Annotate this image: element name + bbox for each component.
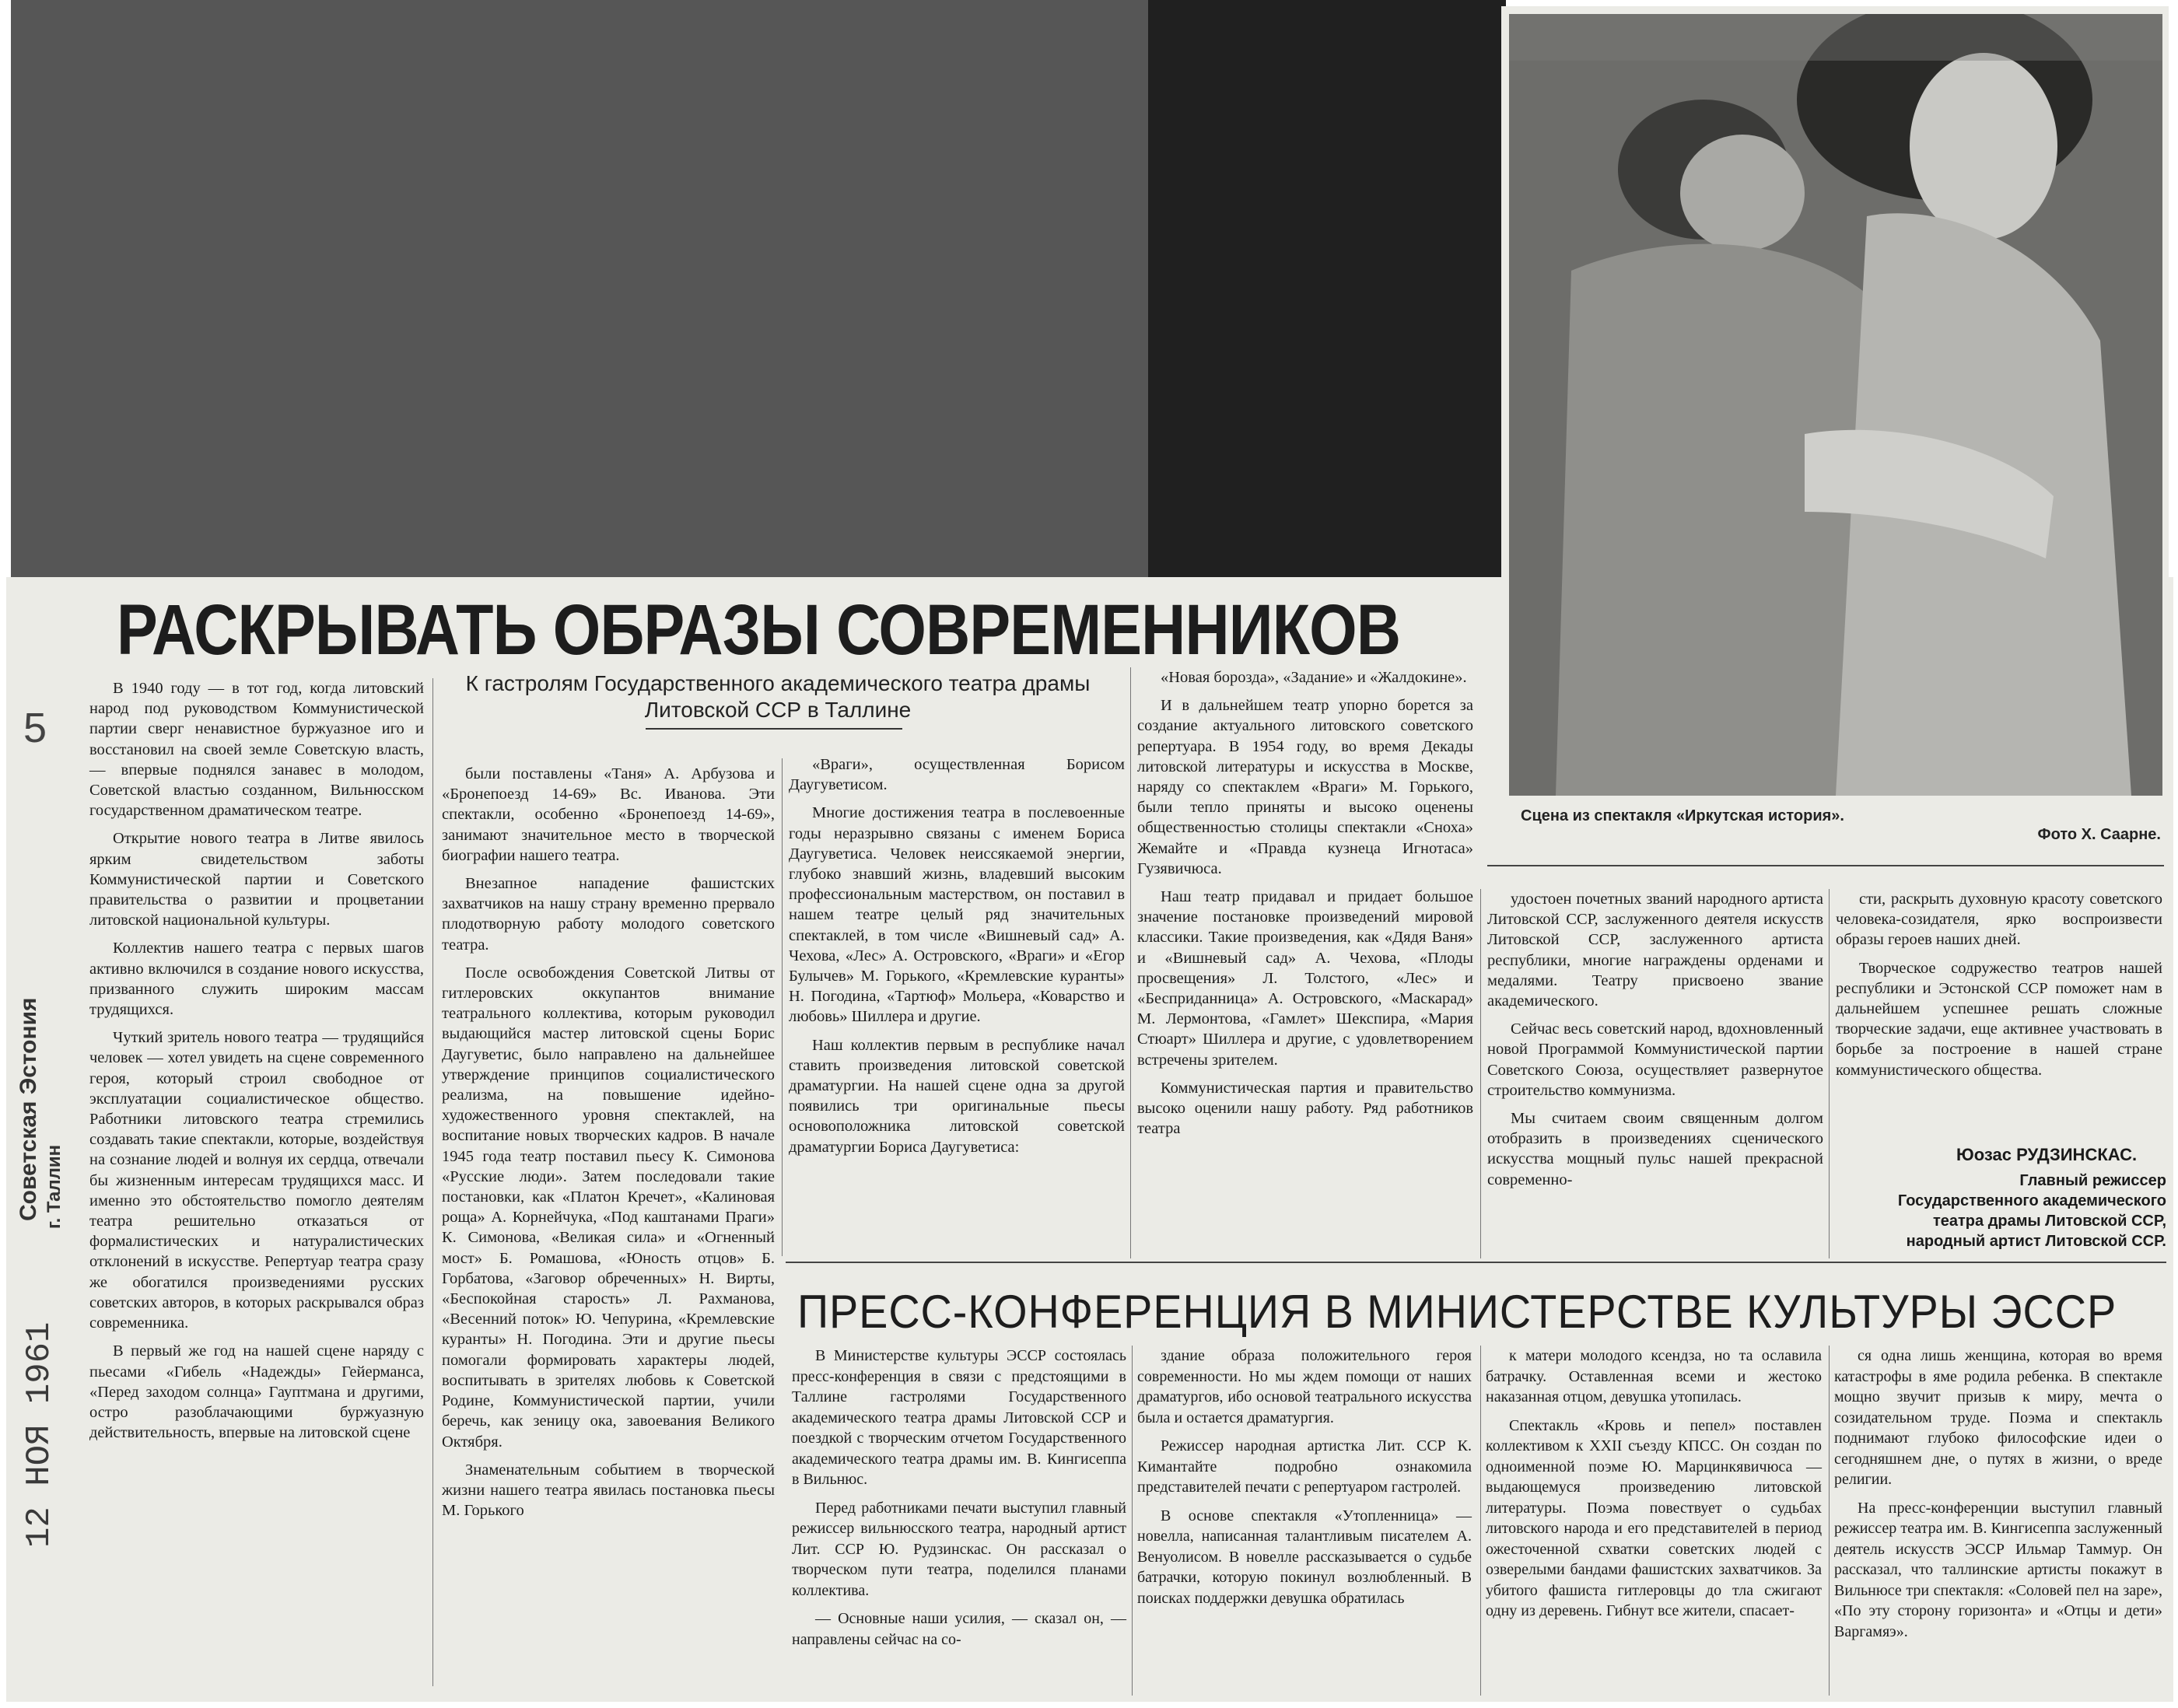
stamp-text: Советская Эстония — [16, 997, 41, 1221]
city-stamp-text: г. Таллин — [44, 1144, 65, 1229]
paragraph: В первый же год на нашей сцене наряду с пьесами «Гибель «Надежды» Гейерманса, «Перед заходом солнца» Гауптмана и другими, остро разоблачающими буржуазную действительность, впервые на литовской сцене — [89, 1342, 424, 1442]
paragraph: к матери молодого ксендза, но та ославила батрачку. Оставленная всеми и жестоко наказанная отцом, девушка утопилась. — [1486, 1347, 1822, 1405]
scan-background-grey — [11, 0, 1159, 583]
column-rule — [1480, 889, 1481, 1258]
paragraph: В Министерстве культуры ЭССР состоялась пресс-конференция в связи с предстоящими в Таллине гастролями Государственного академического театра драмы Литовской ССР и поездкой с творческим отчетом Государственного академического театра драмы им. В. Кингисеппа в Вильнюс. — [792, 1347, 1126, 1488]
paragraph: здание образа положительного героя современности. Но мы ждем помощи от наших драматургов, ибо основой театрального искусства была и остается драматургия. — [1137, 1347, 1472, 1426]
paragraph: Чуткий зритель нового театра — трудящийся человек — хотел увидеть на сцене современного героя, который строил свободное от эксплуатации социалистическое общество. Работники литовского театра стремились создавать такие спектакли, которые, воздействуя на сознание людей и волнуя их сердца, отвечали бы жизненным интересам трудящихся масс. И именно это обстоятельство помогло деятелям театра решительно отказаться от формалистических и натуралистических отклонений в искусстве. Репертуар театра сразу же обогатился произведениями русских советских авторов, в которых раскрывался образ современника. — [89, 1029, 424, 1332]
article-subheadline: К гастролям Государственного академического театра драмы Литовской ССР в Таллине — [465, 671, 1091, 722]
paragraph: Сейчас весь советский народ, вдохновленный новой Программой Коммунистической партии Советского Союза, осуществляет развернутое строительство коммунизма. — [1487, 1020, 1823, 1099]
article-column-3 — [789, 754, 1125, 1157]
paragraph: Коллектив нашего театра с первых шагов активно включился в создание нового искусства, призванного служить широким массам трудящихся. — [89, 940, 424, 1019]
paragraph: В 1940 году — в тот год, когда литовский народ под руководством Коммунистической партии сверг ненавистное буржуазное иго и восстановил на своей земле Советскую власть, — впервые поднялся занавес в молодом, Советской властью созданном, Вильнюсском государственном драматическом театре. — [89, 680, 424, 820]
paragraph: Перед работниками печати выступил главный режиссер вильнюсского театра, народный артист Лит. ССР Ю. Рудзинскас. Он рассказал о творческом пути театра, поделился планами коллектива. — [792, 1499, 1126, 1599]
paragraph: Наш коллектив первым в республике начал ставить произведения литовской советской драматургии. На нашей сцене одна за другой появились три оригинальные пьесы основоположника литовской советской драматургии Бориса Даугуветиса: — [789, 1036, 1125, 1156]
press-column-3 — [1486, 1346, 1822, 1622]
author-signature: Юозас РУДЗИНСКАС. — [1956, 1145, 2138, 1164]
paragraph: «Враги», осуществленная Борисом Даугуветисом. — [789, 756, 1125, 794]
paragraph: Многие достижения театра в послевоенные годы неразрывно связаны с именем Бориса Даугуветиса. Человек неиссякаемой энергии, глубоко знавший жизнь, владевший высоким профессиональным мастерством, он поставил в нашем театре целый ряд значительных спектаклей, в том числе «Вишневый сад» А. Чехова, «Лес» А. Островского, «Враги» и «Егор Булычев» М. Горького, «Кремлевские куранты» Н. Погодина, «Тартюф» Мольера, «Коварство и любовь» Шиллера и другие. — [789, 804, 1125, 1026]
paragraph: Открытие нового театра в Литве явилось ярким свидетельством заботы Коммунистической партии и Советского правительства о развитии и процветании литовской национальной культуры. — [89, 830, 424, 929]
column-rule — [1480, 1346, 1481, 1696]
article-column-6 — [1836, 889, 2162, 1080]
scan-background-dark — [1148, 0, 1506, 607]
paragraph: Творческое содружество театров нашей республики и Эстонской ССР поможет нам в дальнейшем успешнее решать сложные творческие задачи, еще активнее участвовать в борьбе за построение в нашей стране коммунистического общества. — [1836, 959, 2162, 1079]
paragraph: Коммунистическая партия и правительство высоко оценили нашу работу. Ряд работников театра — [1137, 1079, 1473, 1138]
article-column-2 — [442, 764, 775, 1521]
author-title: Главный режиссер Государственного академического театра драмы Литовской ССР, народный артист Литовской ССР. — [1897, 1172, 2166, 1250]
paragraph: В основе спектакля «Утопленница» — новелла, написанная талантливым писателем А. Венуолисом. В новелле рассказывается о судьбе батрачки, которую покинул возлюбленный. В поисках поддержки девушка обратилась — [1137, 1507, 1472, 1607]
paragraph: — Основные наши усилия, — сказал он, — направлены сейчас на со- — [792, 1610, 1126, 1648]
column-rule — [432, 678, 433, 1686]
article-column-1 — [89, 678, 424, 1443]
article-column-5 — [1487, 889, 1823, 1190]
press-column-2 — [1137, 1346, 1472, 1608]
handwritten-page-number: 5 — [23, 705, 47, 751]
photo-credit: Фото Х. Саарне. — [2037, 826, 2161, 843]
article-headline: РАСКРЫВАТЬ ОБРАЗЫ СОВРЕМЕННИКОВ — [117, 590, 1401, 670]
press-column-4 — [1834, 1346, 2162, 1642]
city-stamp — [44, 1050, 87, 1229]
paragraph: И в дальнейшем театр упорно борется за создание актуального литовского советского репертуара. В 1954 году, во время Декады литовской литературы и искусства в Москве, наряду со спектаклем «Враги» М. Горького, были тепло приняты и высоко оценены общественностью столицы спектакли «Сноха» Жемайте и «Правда кузнеца Игнотаса» Гузявичюса. — [1137, 697, 1473, 877]
paragraph: сти, раскрыть духовную красоту советского человека-созидателя, ярко воспроизвести образы героев наших дней. — [1836, 891, 2162, 949]
scene-photo — [1509, 14, 2162, 796]
column-rule — [1829, 1346, 1830, 1696]
column-rule — [1130, 667, 1131, 1258]
column-rule — [782, 758, 783, 1256]
paragraph: удостоен почетных званий народного артиста Литовской ССР, заслуженного деятеля искусств Литовской ССР, заслуженного артиста республики, многие награждены орденами и медалями. Театру присвоено звание академического. — [1487, 891, 1823, 1010]
article-column-4 — [1137, 667, 1473, 1139]
paragraph: На пресс-конференции выступил главный режиссер театра им. В. Кингисеппа заслуженный деятель искусств ЭССР Ильмар Таммур. Он рассказал, что таллинские артисты покажут в Вильнюсе три спектакля: «Соловей пел на заре», «По эту сторону горизонта» и «Отцы и дети» Варгамяэ». — [1834, 1499, 2162, 1640]
paragraph: Режиссер народная артистка Лит. ССР К. Кимантайте подробно ознакомила представителей печати с репертуаром гастролей. — [1137, 1437, 1472, 1496]
date-stamp-text: 12 НОЯ 1961 — [20, 1321, 59, 1548]
column-rule — [1132, 1346, 1133, 1696]
paragraph: Знаменательным событием в творческой жизни нашего театра явилась постановка пьесы М. Горького — [442, 1461, 775, 1520]
paragraph: ся одна лишь женщина, которая во время катастрофы в яме родила ребенка. В спектакле мощно звучит призыв к миру, мечта о созидательном труде. Поэма и спектакль поднимают глубоко философские идеи о сегодняшнем дне, о путях в жизни, о вреде религии. — [1834, 1347, 2162, 1488]
press-conference-headline: ПРЕСС-КОНФЕРЕНЦИЯ В МИНИСТЕРСТВЕ КУЛЬТУРЫ ЭССР — [797, 1286, 2117, 1338]
paragraph: Наш театр придавал и придает большое значение постановке произведений мировой классики. Такие произведения, как «Дядя Ваня» и «Вишневый сад» А. Чехова, «Плоды просвещения» Л. Толстого, «Лес» и «Бесприданница» А. Островского, «Маскарад» М. Лермонтова, «Гамлет» Шекспира, «Мария Стюарт» Шиллера и другие, с удовлетворением встречены зрителем. — [1137, 888, 1473, 1069]
paragraph: Внезапное нападение фашистских захватчиков на нашу страну временно прервало плодотворную работу молодого советского театра. — [442, 875, 775, 954]
caption-rule — [1487, 865, 2164, 866]
paragraph: были поставлены «Таня» А. Арбузова и «Бронепоезд 14-69» Вс. Иванова. Эти спектакли, особенно «Бронепоезд 14-69», занимают значительное место в творческой биографии нашего театра. — [442, 765, 775, 864]
paragraph: После освобождения Советской Литвы от гитлеровских оккупантов внимание театрального коллектива, которым руководил выдающийся мастер литовской сцены Борис Даугуветис, было направлено на дальнейшее утверждение принципов социалистического реализма, на повышение идейно-художественного уровня спектаклей, на воспитание новых творческих кадров. В начале 1945 года театр поставил пьесу К. Симонова «Русские люди». Затем последовали такие постановки, как «Платон Кречет», «Калиновая роща» А. Корнейчука, «Под каштанами Праги» К. Симонова, «Великая сила» и «Огненный мост» Б. Ромашова, «Юность отцов» Б. Горбатова, «Заговор обреченных» Н. Вирты, «Беспокойная старость» Л. Рахманова, «Весенний поток» Ю. Чепурина, «Кремлевские куранты» Н. Погодина. Эти и другие пьесы помогали формировать характеры людей, воспитывать в зрителях любовь к Советской Родине, Коммунистической партии, учили беречь, как зеницу ока, завоевания Великого Октября. — [442, 964, 775, 1451]
photo-caption: Сцена из спектакля «Иркутская история». — [1521, 807, 1844, 824]
paragraph: Мы считаем своим священным долгом отобразить в произведениях сценического искусства мощный пульс нашей прекрасной современно- — [1487, 1110, 1823, 1188]
subheadline-rule — [646, 728, 902, 730]
press-column-1 — [792, 1346, 1126, 1650]
date-stamp — [20, 1321, 59, 1548]
column-rule — [1829, 889, 1830, 1258]
section-rule — [786, 1262, 2166, 1263]
paragraph: Спектакль «Кровь и пепел» поставлен коллективом к XXII съезду КПСС. Он создан по одноименной поэме Ю. Марцинкявичюса — выдающемуся произведению литовской литературы. Поэма повествует о судьбах литовского народа и его представителей в период ожесточенной схватки советских людей с озверелыми бандами фашистских захватчиков. За убитого фашиста гитлеровцы до тла сжигают одну из деревень. Гибнут все жители, спасает- — [1486, 1416, 1822, 1619]
paragraph: «Новая борозда», «Задание» и «Жалдокине». — [1161, 669, 1467, 686]
